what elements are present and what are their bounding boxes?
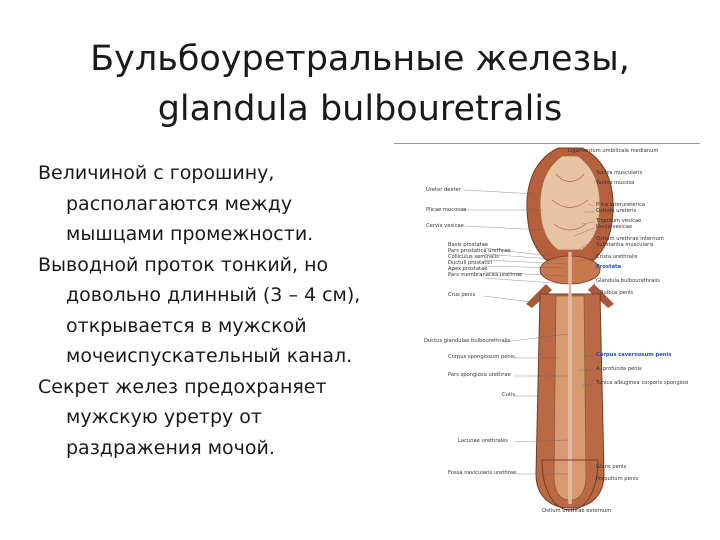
body-line: Выводной проток тонкий, но (38, 253, 329, 276)
label-ostium-internum: Ostium urethrae internum (596, 236, 664, 242)
label-fossa-navicularis: Fossa navicularis urethrae (448, 470, 517, 476)
label-glandula-bulbourethralis: Glandula bulbourethralis (596, 278, 660, 284)
label-prostata: Prostata (596, 264, 621, 270)
label-basis-prostatae: Basis prostatae (448, 242, 489, 248)
label-pars-membranacea: Pars membranacea urethrae (448, 272, 523, 278)
label-corpus-spongiosum: Corpus spongiosum penis (448, 354, 515, 360)
slide-title (40, 34, 680, 134)
anatomy-illustration (418, 144, 720, 516)
label-ductuli-prostatici: Ductuli prostatici (448, 260, 493, 266)
urethra-diagram (418, 144, 720, 516)
label-ostium-externum: Ostium urethrae externum (542, 508, 612, 514)
label-bulbus-penis: Bulbus penis (600, 290, 634, 296)
label-corpus-cavernosum: Corpus cavernosum penis (596, 352, 672, 358)
label-preputium: Preputium penis (596, 476, 639, 482)
paragraph-duct (38, 250, 410, 372)
label-tunica-muscularis: Tunica muscularis (596, 170, 643, 176)
label-cervix-vesicae: Cervix vesicae (426, 223, 464, 229)
body-line: Секрет желез предохраняет (38, 375, 327, 398)
label-glans-penis: Glans penis (596, 464, 627, 470)
label-tunica-albuginea: Tunica albuginea corporis spongiosi (596, 380, 689, 386)
body-line: Величиной с горошину, (38, 162, 275, 184)
title-line-2: glandula bulbouretralis (157, 89, 563, 129)
label-plica-interureterica: Plica interureterica (596, 202, 646, 208)
label-apex-prostatae: Apex prostatae (448, 266, 488, 272)
label-ductus-glandulae: Ductus glandulae bulbourethralis (424, 338, 511, 344)
label-trigonum: Trigonum vesicae (596, 218, 642, 224)
label-cutis: Cutis (502, 392, 516, 398)
label-tunica-mucosa: Tunica mucosa (596, 180, 635, 186)
body-line: располагаются между (66, 192, 293, 215)
label-crista: Crista urethralis (596, 254, 638, 260)
paragraph-size (38, 158, 410, 250)
label-substantia: Substantia muscularis (596, 242, 654, 248)
label-pars-spongiosa: Pars spongiosa urethrae (448, 372, 511, 378)
title-line-1: Бульбоуретральные железы, (90, 39, 630, 79)
left-labels (424, 187, 522, 476)
paragraph-secretion (38, 372, 410, 464)
label-pars-prostatica: Pars prostatica urethrae (448, 248, 511, 254)
body-line: мышцами промежности. (66, 223, 314, 245)
label-crus-penis: Crus penis (448, 292, 476, 298)
slide-body (38, 158, 410, 463)
body-line: довольно длинный (3 – 4 см), (66, 284, 361, 306)
label-ostium-ureteris: Ostium ureteris (596, 208, 637, 214)
label-colliculus: Colliculus seminalis (448, 254, 499, 260)
label-lacunae: Lacunae urethrales (458, 438, 508, 444)
label-a-profunda: A. profunda penis (596, 366, 642, 372)
body-line: открывается в мужской (66, 314, 307, 337)
label-plicae-mucosae: Plicae mucosae (426, 207, 467, 213)
body-line: мочеиспускательный канал. (66, 345, 353, 367)
body-line: мужскую уретру от (66, 406, 262, 428)
body-line: раздражения мочой. (66, 436, 275, 459)
label-ligamentum: Ligamentum umbilicale medianum (568, 148, 659, 154)
label-uvula: Uvula vesicae (596, 224, 633, 230)
label-ureter-dexter: Ureter dexter (426, 187, 461, 193)
